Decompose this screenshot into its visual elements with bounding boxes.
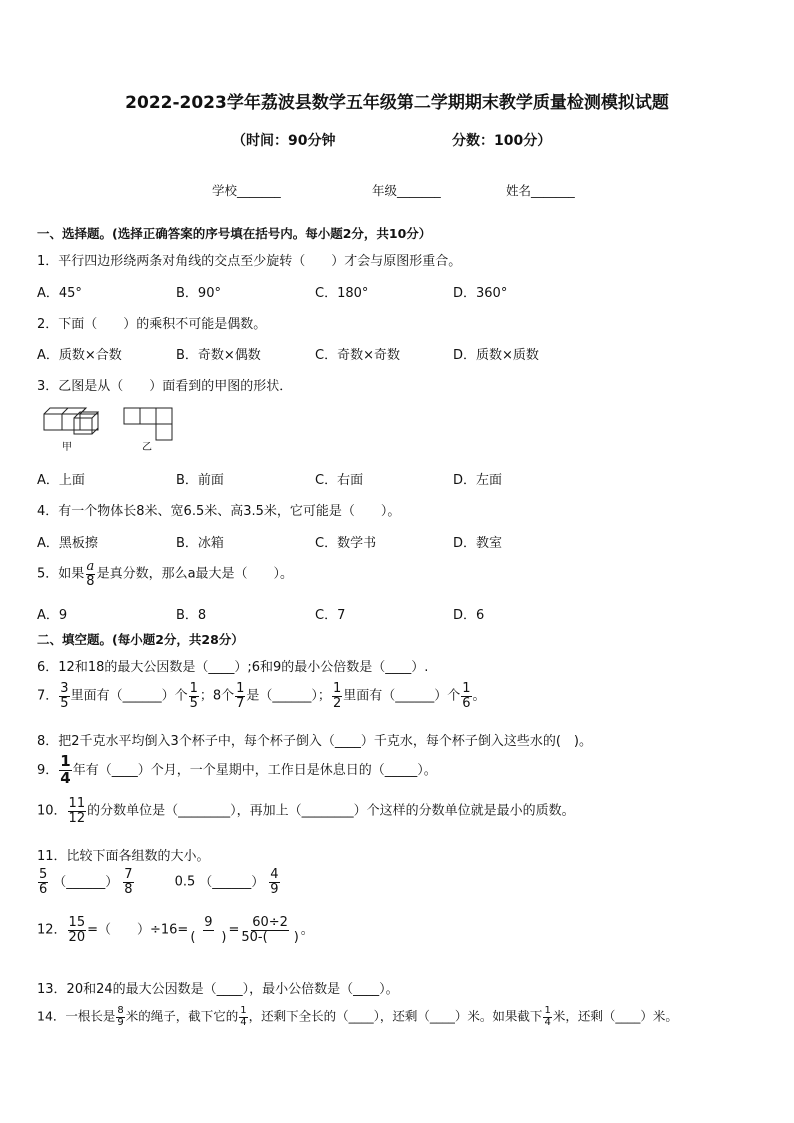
option-a[interactable]: A．45° [37, 286, 82, 301]
option-c[interactable]: C．7 [315, 608, 346, 623]
option-b[interactable]: B．奇数×偶数 [176, 348, 261, 363]
school-field[interactable]: 学校_______ [212, 183, 281, 198]
option-b[interactable]: B．冰箱 [176, 536, 224, 551]
option-c[interactable]: C．奇数×奇数 [315, 348, 400, 363]
question-3: 3．乙图是从（ ）面看到的甲图的形状． [37, 379, 293, 394]
name-field[interactable]: 姓名_______ [506, 183, 575, 198]
fraction: $\frac{1}{6}$ [462, 681, 471, 711]
option-d[interactable]: D．左面 [453, 473, 503, 488]
figure-a-cubes [44, 408, 98, 434]
option-a[interactable]: A．黑板擦 [37, 536, 98, 551]
fraction: $\frac{11}{12}$ [68, 796, 86, 826]
option-d[interactable]: D．教室 [453, 536, 503, 551]
question-11-row: $\frac{5}{6}$ （______） $\frac{7}{8}$ 0.5 （______） $\frac{4}{9}$ [39, 867, 279, 897]
option-d[interactable]: D．质数×质数 [453, 348, 539, 363]
figure-a-label: 甲 [62, 442, 72, 453]
q5-prefix: 5．如果 [37, 566, 85, 582]
q5-suffix: 是真分数，那么a最大是（ ）。 [96, 566, 294, 582]
section-heading: 二、填空题。(每小题2分，共28分） [37, 632, 244, 647]
option-a[interactable]: A．9 [37, 608, 68, 623]
section-heading: 一、选择题。(选择正确答案的序号填在括号内。每小题2分，共10分） [37, 226, 432, 241]
fraction: $\frac{4}{9}$ [270, 867, 279, 897]
fraction: $\frac{1}{5}$ [189, 681, 198, 711]
question-2: 2．下面（ ）的乘积不可能是偶数。 [37, 317, 267, 332]
grade-field[interactable]: 年级_______ [372, 183, 441, 198]
fraction: $\frac{a}{8}$ [86, 559, 95, 589]
fraction: $\frac{8}{9}$ [117, 1005, 124, 1028]
figure-b-squares [124, 408, 172, 440]
question-12: 12． $\frac{15}{20}$ =（ ）÷16= $\frac{9}{( )}$ = $\frac{60\div 2}{50-( )}$ 。 [37, 915, 314, 945]
question-1: 1．平行四边形绕两条对角线的交点至少旋转（ ）才会与原图形重合。 [37, 254, 462, 269]
fraction: $\frac{60\div 2}{50-( )}$ [241, 915, 299, 945]
question-4: 4．有一个物体长8米、宽6.5米、高3.5米，它可能是（ ）。 [37, 504, 401, 519]
question-5 [37, 560, 293, 588]
question-14: 14．一根长是 $\frac{8}{9}$ 米的绳子，截下它的 $\frac{1}{4}$ ，还剩下全长的（____），还剩（____）米。如果截下 $\frac{1}{4}$ 米，还剩（____）米。 [37, 1005, 678, 1028]
option-d[interactable]: D．360° [453, 286, 508, 301]
exam-time: （时间：90分钟 [232, 133, 336, 149]
question-7: 7． $\frac{3}{5}$ 里面有（______）个 $\frac{1}{5}$ ；8个 $\frac{1}{7}$ 是（______）； $\frac{1}{2}$ 里面有（______）个 $\frac{1}{6}$ 。 [37, 681, 486, 711]
option-d[interactable]: D．6 [453, 608, 485, 623]
question-11: 11．比较下面各组数的大小。 [37, 849, 210, 864]
option-b[interactable]: B．前面 [176, 473, 224, 488]
fraction: $\frac{15}{20}$ [68, 915, 86, 945]
question-6: 6．12和18的最大公因数是（____）;6和9的最小公倍数是（____）. [37, 660, 429, 675]
fraction: $\frac{3}{5}$ [60, 681, 69, 711]
page-title: 2022-2023学年荔波县数学五年级第二学期期末教学质量检测模拟试题 [125, 93, 669, 113]
option-c[interactable]: C．数学书 [315, 536, 377, 551]
fraction: $\frac{1}{4}$ [240, 1005, 247, 1028]
option-b[interactable]: B．8 [176, 608, 207, 623]
question-10: 10． $\frac{11}{12}$ 的分数单位是（________），再加上（________）个这样的分数单位就是最小的质数。 [37, 796, 575, 826]
option-a[interactable]: A．上面 [37, 473, 85, 488]
fraction: $\frac{1}{2}$ [332, 681, 342, 711]
fraction: $\frac{9}{( )}$ [190, 915, 227, 945]
question-9: 9． $\frac{1}{4}$ 年有（____）个月，一个星期中，工作日是休息日的（_____）。 [37, 752, 437, 787]
fraction: $\frac{1}{7}$ [236, 681, 245, 711]
option-c[interactable]: C．右面 [315, 473, 364, 488]
figure-b-label: 乙 [142, 442, 152, 453]
fraction: $\frac{1}{4}$ [60, 752, 71, 787]
option-a[interactable]: A．质数×合数 [37, 348, 122, 363]
option-b[interactable]: B．90° [176, 286, 221, 301]
fraction: $\frac{1}{4}$ [544, 1005, 551, 1028]
question-13: 13．20和24的最大公因数是（____），最小公倍数是（____）。 [37, 982, 399, 997]
view-figure [40, 404, 180, 456]
exam-score: 分数：100分） [452, 133, 552, 149]
fraction: $\frac{5}{6}$ [39, 867, 48, 897]
fraction: $\frac{7}{8}$ [124, 867, 133, 897]
question-8: 8．把2千克水平均倒入3个杯子中，每个杯子倒入（____）千克水，每个杯子倒入这些水的( )。 [37, 734, 592, 749]
option-c[interactable]: C．180° [315, 286, 369, 301]
